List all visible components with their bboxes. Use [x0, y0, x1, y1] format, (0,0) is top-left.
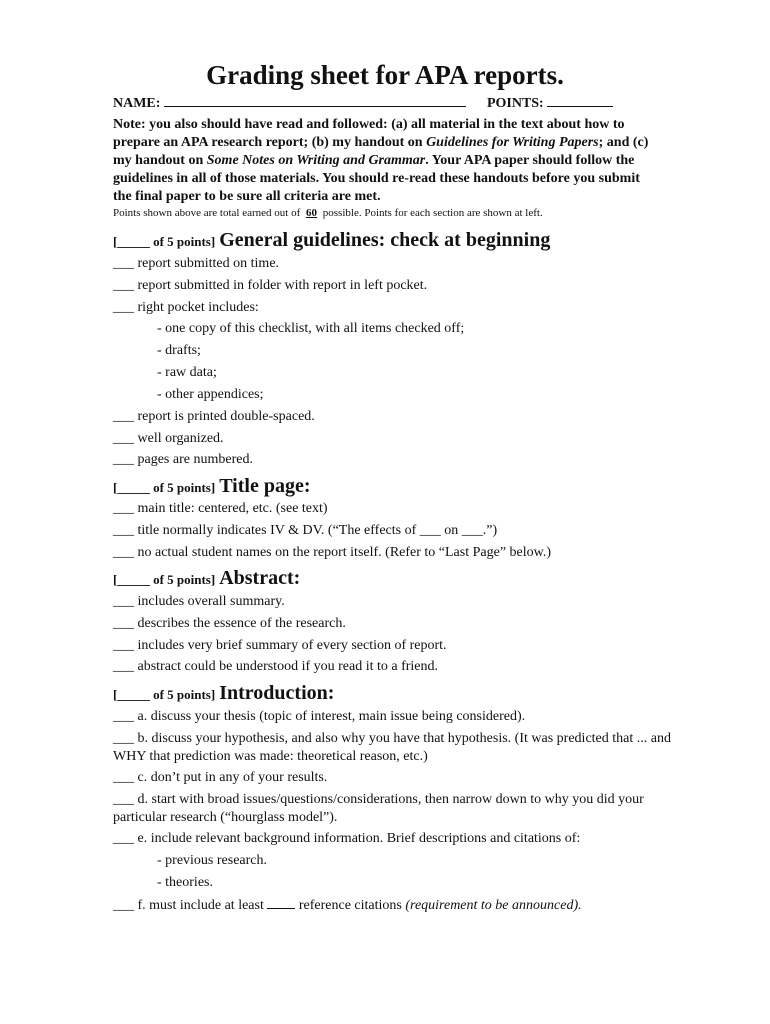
section-title: Introduction: — [219, 682, 335, 704]
citation-requirement-note: (requirement to be announced). — [405, 898, 582, 913]
checklist-subitem: - other appendices; — [157, 387, 264, 402]
checklist-item: ___ d. start with broad issues/questions/considerations, then narrow down to why you did your particular research (“hourglass model”). — [113, 792, 644, 825]
points-total-line — [113, 207, 543, 219]
checklist-item: ___ report is printed double-spaced. — [113, 409, 315, 424]
points-blank[interactable] — [547, 94, 613, 107]
note-text-2: ; and (c) my handout on — [113, 135, 649, 168]
checklist-subitem: - raw data; — [157, 365, 217, 380]
section-title: Title page: — [219, 475, 311, 497]
checklist-item: ___ c. don’t put in any of your results. — [113, 770, 328, 785]
points-total-value: 60 — [306, 207, 318, 219]
section-abstract-heading — [113, 567, 300, 590]
checklist-subitem: - one copy of this checklist, with all items checked off; — [157, 321, 465, 336]
checklist-item: ___ b. discuss your hypothesis, and also why you have that hypothesis. (It was predicted that ... and WHY that prediction was made: theoretical reason, etc.) — [113, 731, 671, 764]
note-handout-1: Guidelines for Writing Papers — [426, 135, 599, 150]
checklist-subitem: - previous research. — [157, 853, 268, 868]
checklist-item: ___ e. include relevant background information. Brief descriptions and citations of: — [113, 831, 581, 846]
points-line-after: possible. Points for each section are shown at left. — [322, 207, 543, 219]
checklist-item: ___ includes very brief summary of every section of report. — [113, 638, 447, 653]
checklist-item: ___ includes overall summary. — [113, 594, 285, 609]
section-points-prefix: [_____ of 5 points] — [113, 234, 216, 249]
citation-requirement-text: ___ f. must include at least — [113, 898, 264, 913]
note-text-1: Note: you also should have read and followed: (a) all material in the text about how to prepare an APA research report; (b) my handout on — [113, 117, 625, 150]
citation-count-blank[interactable] — [267, 896, 295, 909]
name-label: NAME: — [113, 96, 161, 111]
section-title-page-heading — [113, 475, 311, 498]
checklist-item: ___ pages are numbered. — [113, 452, 253, 467]
name-points-row — [113, 94, 613, 112]
checklist-item: ___ main title: centered, etc. (see text) — [113, 501, 328, 516]
section-points-prefix: [_____ of 5 points] — [113, 572, 216, 587]
checklist-item: ___ no actual student names on the report itself. (Refer to “Last Page” below.) — [113, 545, 552, 560]
note-handout-2: Some Notes on Writing and Grammar — [206, 153, 426, 168]
section-title: Abstract: — [219, 567, 301, 589]
checklist-item: ___ title normally indicates IV & DV. (“The effects of ___ on ___.”) — [113, 523, 498, 538]
name-blank[interactable] — [164, 94, 466, 107]
points-label: POINTS: — [486, 96, 544, 111]
section-title: General guidelines: check at beginning — [219, 229, 551, 251]
checklist-item: ___ a. discuss your thesis (topic of interest, main issue being considered). — [113, 709, 526, 724]
checklist-item: ___ describes the essence of the research. — [113, 616, 346, 631]
checklist-item: ___ report submitted in folder with report in left pocket. — [113, 278, 428, 293]
instructions-note — [113, 116, 658, 206]
note-text-3: . Your APA paper should follow the guidelines in all of those materials. You should re-read these handouts before you submit the final paper to be sure all criteria are met. — [113, 153, 640, 204]
page-title: Grading sheet for APA reports. — [206, 60, 564, 90]
section-points-prefix: [_____ of 5 points] — [113, 687, 216, 702]
section-general-heading — [113, 229, 550, 252]
checklist-subitem: - theories. — [157, 875, 213, 890]
checklist-item: ___ report submitted on time. — [113, 256, 280, 271]
section-introduction-heading — [113, 682, 334, 705]
checklist-item — [113, 896, 582, 914]
checklist-item: ___ abstract could be understood if you read it to a friend. — [113, 659, 439, 674]
checklist-item: ___ right pocket includes: — [113, 300, 259, 315]
checklist-item: ___ well organized. — [113, 431, 224, 446]
checklist-subitem: - drafts; — [157, 343, 201, 358]
points-line-before: Points shown above are total earned out of — [113, 207, 301, 219]
citation-requirement-text-2: reference citations — [298, 898, 402, 913]
section-points-prefix: [_____ of 5 points] — [113, 480, 216, 495]
